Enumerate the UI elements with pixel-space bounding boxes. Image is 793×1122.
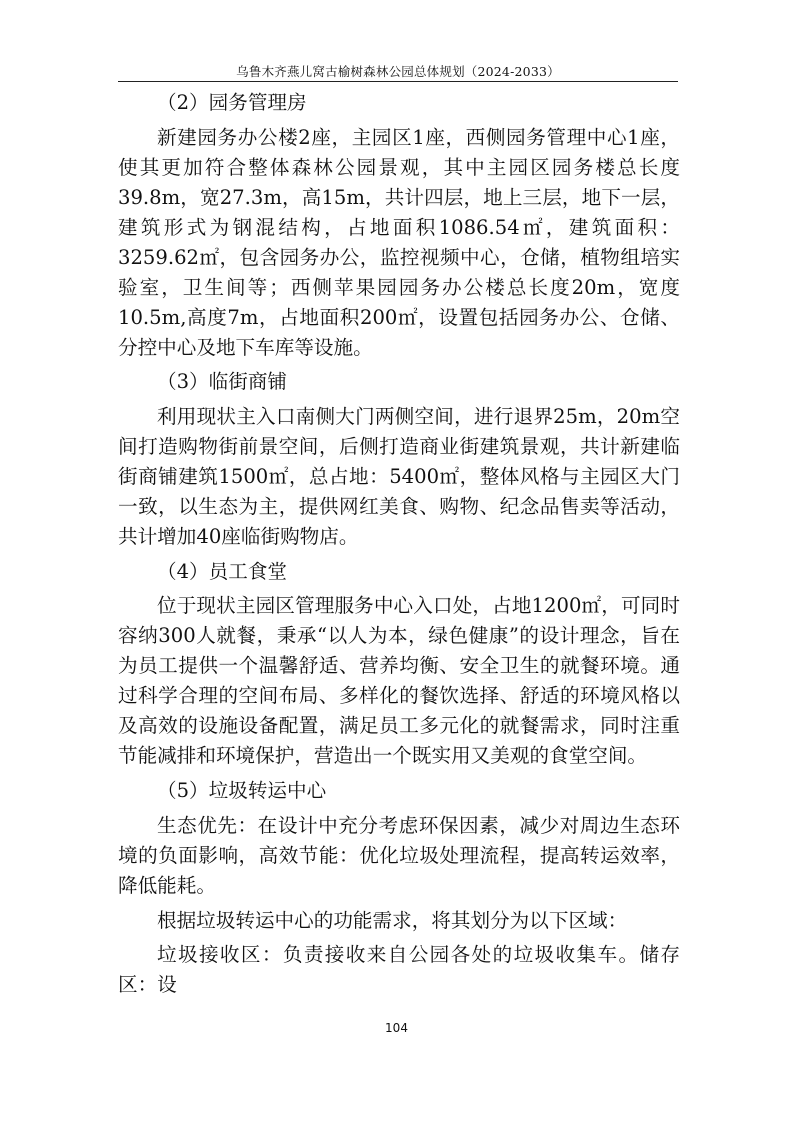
page-header: 乌鲁木齐燕儿窝古榆树森林公园总体规划（2024-2033） — [236, 64, 560, 79]
paragraph-waste-zones: 垃圾接收区：负责接收来自公园各处的垃圾收集车。储存区：设 — [118, 943, 680, 997]
header-divider — [118, 81, 678, 82]
paragraph-office: 新建园务办公楼2座，主园区1座，西侧园务管理中心1座，使其更加符合整体森林公园景观，其中主园区园务楼总长度39.8m，宽27.3m，高15m，共计四层，地上三层，地下一层，建筑形式为钢混结构，占地面积1086.54㎡，建筑面积：3259.62㎡，包含园务办公，监控视频中心，仓储，植物组培实验室，卫生间等；西侧苹果园园务办公楼总长度20m，宽度10.5m,高度7m，占地面积200㎡，设置包括园务办公、仓储、分控中心及地下车库等设施。 — [118, 125, 680, 359]
paragraph-waste-principles: 生态优先：在设计中充分考虑环保因素，减少对周边生态环境的负面影响，高效节能：优化垃圾处理流程，提高转运效率，降低能耗。 — [118, 813, 680, 897]
document-body — [118, 88, 680, 1005]
section-heading-waste-center: （5）垃圾转运中心 — [157, 779, 327, 803]
page-number: 104 — [385, 1021, 408, 1035]
paragraph-waste-zones-intro: 根据垃圾转运中心的功能需求，将其划分为以下区域： — [157, 908, 628, 932]
section-heading-shops: （3）临街商铺 — [157, 370, 288, 394]
paragraph-canteen: 位于现状主园区管理服务中心入口处，占地1200㎡，可同时容纳300人就餐，秉承“以人为本，绿色健康”的设计理念，旨在为员工提供一个温馨舒适、营养均衡、安全卫生的就餐环境。通过科学合理的空间布局、多样化的餐饮选择、舒适的环境风格以及高效的设施设备配置，满足员工多元化的就餐需求，同时注重节能减排和环境保护，营造出一个既实用又美观的食堂空间。 — [118, 594, 680, 768]
section-heading-office: （2）园务管理房 — [157, 91, 307, 114]
section-heading-canteen: （4）员工食堂 — [157, 559, 288, 583]
paragraph-shops: 利用现状主入口南侧大门两侧空间，进行退界25m，20m空间打造购物街前景空间，后侧打造商业街建筑景观，共计新建临街商铺建筑1500㎡，总占地：5400㎡，整体风格与主园区大门一致，以生态为主，提供网红美食、购物、纪念品售卖等活动，共计增加40座临街购物店。 — [118, 405, 680, 549]
